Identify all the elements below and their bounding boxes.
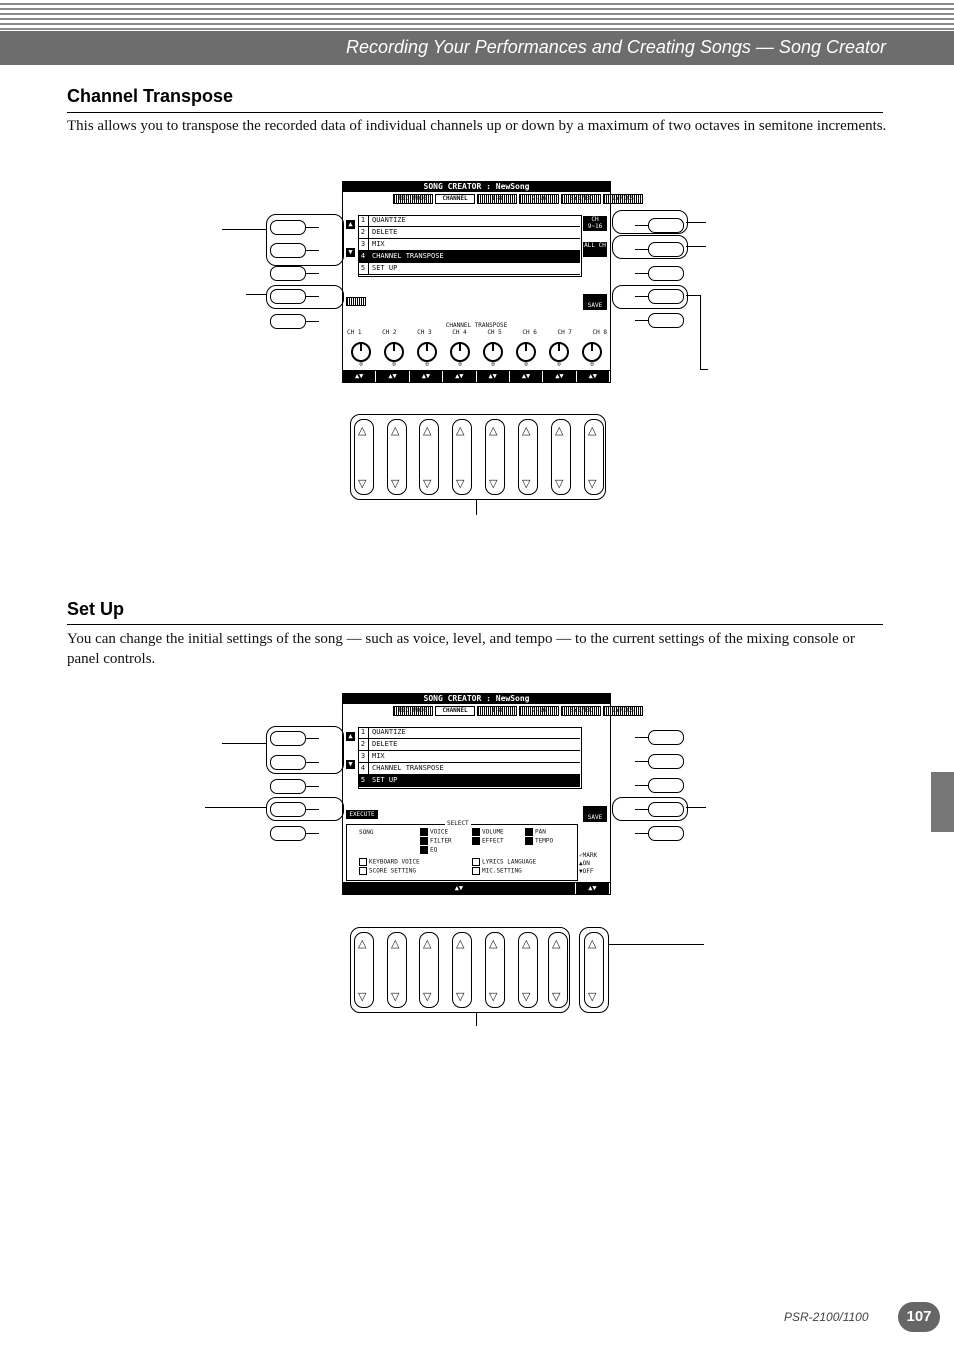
highlight-frame bbox=[266, 214, 344, 266]
highlight-frame bbox=[266, 285, 344, 309]
highlight-frame bbox=[612, 210, 688, 234]
knob-value: 0 bbox=[590, 361, 594, 368]
up-down-button[interactable] bbox=[354, 419, 374, 495]
footer-model: PSR-2100/1100 bbox=[784, 1310, 869, 1324]
checkbox-tempo: TEMPO bbox=[525, 837, 553, 845]
channel-label: CH 3 bbox=[417, 329, 432, 336]
channel-label: CH 6 bbox=[522, 329, 537, 336]
on-label: ▲ON bbox=[579, 860, 590, 867]
lcd-tab: LYRICS bbox=[603, 706, 643, 716]
lcd-menu bbox=[358, 727, 580, 787]
menu-item: 5 SET UP bbox=[358, 263, 580, 275]
lcd-channel-transpose bbox=[342, 181, 634, 383]
up-down-arrow-icon: ▲▼ bbox=[477, 371, 510, 382]
up-down-button[interactable] bbox=[584, 932, 604, 1008]
up-arrow-icon: ▲ bbox=[346, 220, 355, 229]
lcd-tabs bbox=[393, 194, 643, 204]
lcd-tab: REC MODE bbox=[393, 194, 433, 204]
highlight-frame bbox=[612, 235, 688, 259]
up-down-arrow-icon: ▲▼ bbox=[343, 883, 576, 894]
lcd-tab: SYS/EX bbox=[561, 706, 601, 716]
up-down-arrow-icon: ▲▼ bbox=[443, 371, 476, 382]
setup-select-panel bbox=[346, 820, 578, 881]
section-text: This allows you to transpose the recorded data of individual channels up or down by a maximum of two octaves in semitone increments. bbox=[67, 118, 887, 134]
knob-value: 0 bbox=[359, 361, 363, 368]
callout-line bbox=[700, 295, 701, 370]
checkbox-effect: EFFECT bbox=[472, 837, 504, 845]
knob-value: 0 bbox=[557, 361, 561, 368]
mark-label: ✓MARK bbox=[579, 852, 598, 859]
callout-line bbox=[476, 1012, 477, 1026]
callout-line bbox=[700, 369, 708, 370]
up-down-button[interactable] bbox=[419, 419, 439, 495]
panel-button-e[interactable] bbox=[270, 314, 306, 329]
checkbox-lyrics-language: LYRICS LANGUAGE bbox=[472, 858, 536, 866]
section-rule bbox=[67, 624, 883, 625]
save-button bbox=[583, 806, 607, 822]
save-label: SAVE bbox=[587, 302, 603, 309]
highlight-frame bbox=[266, 797, 344, 821]
panel-button-j[interactable] bbox=[648, 826, 684, 841]
up-down-button[interactable] bbox=[485, 419, 505, 495]
callout-line bbox=[222, 743, 266, 744]
all-ch-button: ALL CH bbox=[583, 242, 607, 257]
knob-value: 0 bbox=[524, 361, 528, 368]
section-title-set-up: Set Up bbox=[67, 599, 125, 619]
down-arrow-icon: ▼ bbox=[346, 248, 355, 257]
callout-line bbox=[686, 807, 706, 808]
channel-label: CH 7 bbox=[557, 329, 572, 336]
lcd-tabs bbox=[393, 706, 643, 716]
up-down-arrow-icon: ▲▼ bbox=[343, 371, 376, 382]
panel-button-g[interactable] bbox=[648, 754, 684, 769]
knob-value: 0 bbox=[392, 361, 396, 368]
panel-button-c[interactable] bbox=[270, 779, 306, 794]
checkbox-volume: VOLUME bbox=[472, 828, 504, 836]
menu-item: 3 MIX bbox=[358, 239, 580, 251]
panel-button-e[interactable] bbox=[270, 826, 306, 841]
callout-line bbox=[686, 246, 706, 247]
slider-group bbox=[579, 927, 609, 1013]
menu-item: 3 MIX bbox=[358, 751, 580, 763]
up-down-button[interactable] bbox=[387, 419, 407, 495]
section-text: You can change the initial settings of the song — such as voice, level, and tempo — to the current settings of the mixing console or panel controls. bbox=[67, 631, 855, 667]
ch-9-16-button: CH 9~16 bbox=[583, 216, 607, 231]
lcd-bottom-bar bbox=[343, 882, 610, 894]
up-down-arrow-icon: ▲▼ bbox=[543, 371, 576, 382]
callout-line bbox=[686, 295, 700, 296]
menu-item: 2 DELETE bbox=[358, 227, 580, 239]
save-label: SAVE bbox=[587, 814, 603, 821]
menu-item: 1 QUANTIZE bbox=[358, 727, 580, 739]
up-down-button[interactable] bbox=[548, 932, 568, 1008]
up-down-button[interactable] bbox=[551, 419, 571, 495]
knob-value: 0 bbox=[425, 361, 429, 368]
up-down-arrow-icon: ▲▼ bbox=[410, 371, 443, 382]
knob-icon bbox=[582, 342, 602, 362]
channel-label: CH 8 bbox=[592, 329, 607, 336]
knob-value: 0 bbox=[458, 361, 462, 368]
song-label: SONG bbox=[359, 829, 374, 836]
up-down-button[interactable] bbox=[518, 419, 538, 495]
highlight-frame bbox=[612, 797, 688, 821]
channel-label: CH 2 bbox=[382, 329, 397, 336]
panel-button-j[interactable] bbox=[648, 313, 684, 328]
lcd-title: SONG CREATOR : NewSong bbox=[343, 182, 610, 192]
menu-item-selected: 4 CHANNEL TRANSPOSE bbox=[358, 251, 580, 263]
up-down-button[interactable] bbox=[518, 932, 538, 1008]
lcd-tab: 1-8 bbox=[477, 194, 517, 204]
off-label: ▼OFF bbox=[579, 868, 594, 875]
up-down-button[interactable] bbox=[387, 932, 407, 1008]
page-number: 107 bbox=[898, 1302, 940, 1332]
checkbox-pan: PAN bbox=[525, 828, 546, 836]
menu-item: 4 CHANNEL TRANSPOSE bbox=[358, 763, 580, 775]
highlight-frame bbox=[266, 726, 344, 774]
knob-icon bbox=[351, 342, 371, 362]
header-title: Recording Your Performances and Creating Songs — Song Creator bbox=[346, 37, 886, 57]
panel-button-h[interactable] bbox=[648, 778, 684, 793]
lcd-title: SONG CREATOR : NewSong bbox=[343, 694, 610, 704]
channel-transpose-label: CHANNEL TRANSPOSE bbox=[445, 322, 508, 329]
hatched-indicator bbox=[346, 297, 366, 306]
menu-item: 1 QUANTIZE bbox=[358, 215, 580, 227]
checkbox-eq: EQ bbox=[420, 846, 437, 854]
panel-button-h[interactable] bbox=[648, 266, 684, 281]
channel-label: CH 4 bbox=[452, 329, 467, 336]
knob-value: 0 bbox=[491, 361, 495, 368]
header-stripes bbox=[0, 0, 954, 30]
panel-button-f[interactable] bbox=[648, 730, 684, 745]
section-title-channel-transpose: Channel Transpose bbox=[67, 86, 234, 106]
up-arrow-icon: ▲ bbox=[346, 732, 355, 741]
checkbox-voice: VOICE bbox=[420, 828, 448, 836]
section-rule bbox=[67, 112, 883, 113]
checkbox-score-setting: SCORE SETTING bbox=[359, 867, 416, 875]
chapter-tab bbox=[931, 772, 954, 832]
up-down-button[interactable] bbox=[354, 932, 374, 1008]
lcd-tab: 9-16 bbox=[519, 706, 559, 716]
checkbox-mic-setting: MIC.SETTING bbox=[472, 867, 522, 875]
channel-label: CH 1 bbox=[347, 329, 362, 336]
lcd-tab: LYRICS bbox=[603, 194, 643, 204]
up-down-button[interactable] bbox=[452, 419, 472, 495]
callout-line bbox=[686, 222, 706, 223]
execute-button: EXECUTE bbox=[346, 810, 378, 819]
up-down-button[interactable] bbox=[419, 932, 439, 1008]
knob-icon bbox=[516, 342, 536, 362]
lcd-tab-active: CHANNEL bbox=[435, 706, 475, 716]
callout-line bbox=[205, 807, 266, 808]
callout-line bbox=[246, 294, 266, 295]
checkbox-keyboard-voice: KEYBOARD VOICE bbox=[359, 858, 420, 866]
channel-label-row bbox=[347, 329, 607, 336]
lcd-tab: 1-8 bbox=[477, 706, 517, 716]
down-arrow-icon: ▼ bbox=[346, 760, 355, 769]
lcd-menu bbox=[358, 215, 580, 275]
menu-item-selected: 5 SET UP bbox=[358, 775, 580, 787]
highlight-frame bbox=[612, 285, 688, 309]
channel-label: CH 5 bbox=[487, 329, 502, 336]
callout-line bbox=[608, 944, 704, 945]
lcd-tab: 9-16 bbox=[519, 194, 559, 204]
lcd-bottom-bar bbox=[343, 370, 610, 382]
knob-icon bbox=[483, 342, 503, 362]
menu-item: 2 DELETE bbox=[358, 739, 580, 751]
up-down-button[interactable] bbox=[584, 419, 604, 495]
lcd-set-up bbox=[342, 693, 634, 895]
lcd-tab-active: CHANNEL bbox=[435, 194, 475, 204]
callout-line bbox=[476, 499, 477, 515]
knob-icon bbox=[450, 342, 470, 362]
slider-group bbox=[350, 414, 606, 500]
select-label: SELECT bbox=[447, 820, 469, 827]
lcd-tab: REC MODE bbox=[393, 706, 433, 716]
up-down-button[interactable] bbox=[452, 932, 472, 1008]
up-down-arrow-icon: ▲▼ bbox=[576, 883, 610, 894]
up-down-arrow-icon: ▲▼ bbox=[577, 371, 610, 382]
up-down-button[interactable] bbox=[485, 932, 505, 1008]
save-button bbox=[583, 294, 607, 310]
up-down-arrow-icon: ▲▼ bbox=[376, 371, 409, 382]
knob-icon bbox=[384, 342, 404, 362]
knob-icon bbox=[417, 342, 437, 362]
callout-line bbox=[222, 229, 266, 230]
lcd-tab: SYS/EX bbox=[561, 194, 601, 204]
slider-group bbox=[350, 927, 570, 1013]
up-down-arrow-icon: ▲▼ bbox=[510, 371, 543, 382]
knob-icon bbox=[549, 342, 569, 362]
mark-legend bbox=[579, 852, 597, 876]
checkbox-filter: FILTER bbox=[420, 837, 452, 845]
panel-button-c[interactable] bbox=[270, 266, 306, 281]
